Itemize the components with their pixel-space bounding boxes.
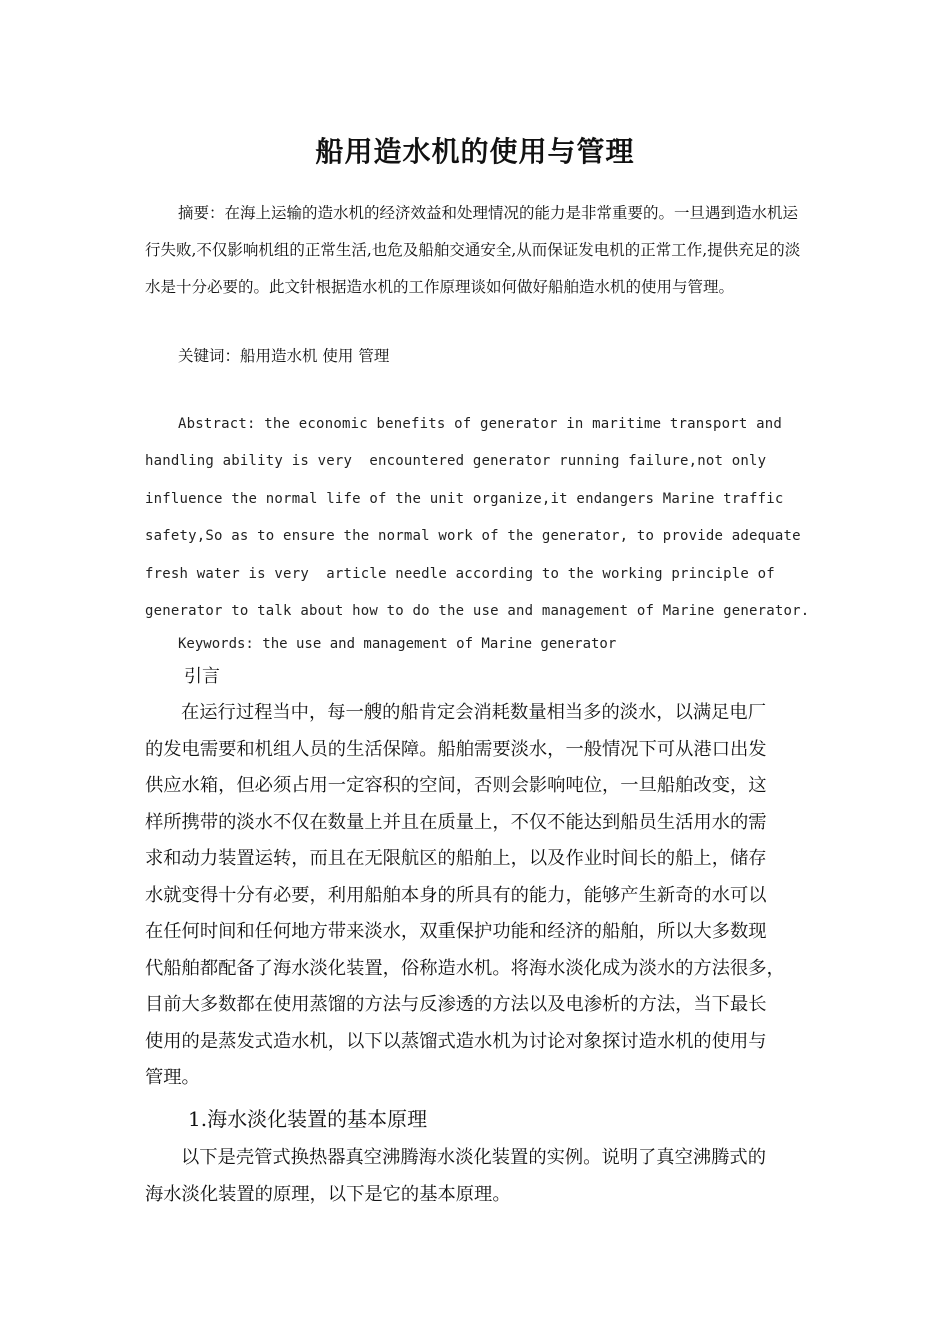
abstract-chinese: 摘要：在海上运输的造水机的经济效益和处理情况的能力是非常重要的。一旦遇到造水机运行失败,不仅影响机组的正常生活,也危及船舶交通安全,从而保证发电机的正常工作,提供充足的淡水是十分必要的。此文针根据造水机的工作原理谈如何做好船舶造水机的使用与管理。 <box>145 204 801 296</box>
paragraph-line: 目前大多数都在使用蒸馏的方法与反渗透的方法以及电渗析的方法，当下最长 <box>145 994 767 1015</box>
paragraph-line: 海水淡化装置的原理，以下是它的基本原理。 <box>145 1183 511 1205</box>
paragraph-line: 样所携带的淡水不仅在数量上并且在质量上，不仅不能达到船员生活用水的需 <box>145 811 767 833</box>
keywords-english: Keywords: the use and management of Marine generator <box>178 636 617 652</box>
abstract-english-line: safety,So as to ensure the normal work of the generator, to provide adequate <box>145 528 801 545</box>
paragraph-line: 使用的是蒸发式造水机，以下以蒸馏式造水机为讨论对象探讨造水机的使用与 <box>145 1030 767 1052</box>
section1-paragraph <box>145 1140 805 1213</box>
abstract-english-line: influence the normal life of the unit organize,it endangers Marine traffic <box>145 490 784 507</box>
section-heading-intro: 引言 <box>184 666 220 687</box>
paragraph-line: 代船舶都配备了海水淡化装置，俗称造水机。将海水淡化成为淡水的方法很多， <box>145 957 785 979</box>
paragraph-line: 供应水箱，但必须占用一定容积的空间，否则会影响吨位，一旦船舶改变，这 <box>145 775 767 796</box>
abstract-english-line: fresh water is very article needle according to the working principle of <box>145 565 775 582</box>
page-title: 船用造水机的使用与管理 <box>315 135 635 168</box>
intro-paragraph <box>145 695 805 1097</box>
paragraph-line: 的发电需要和机组人员的生活保障。船舶需要淡水，一般情况下可从港口出发 <box>145 738 767 760</box>
abstract-english <box>145 406 810 630</box>
paragraph-line: 在运行过程当中，每一艘的船肯定会消耗数量相当多的淡水，以满足电厂 <box>181 702 766 723</box>
abstract-english-line: generator to talk about how to do the use and management of Marine generator. <box>145 603 810 620</box>
keywords-chinese: 关键词：船用造水机 使用 管理 <box>178 347 390 365</box>
paragraph-line: 以下是壳管式换热器真空沸腾海水淡化装置的实例。说明了真空沸腾式的 <box>181 1147 766 1168</box>
section-heading-1: 1.海水淡化装置的基本原理 <box>188 1107 428 1131</box>
paragraph-line: 求和动力装置运转，而且在无限航区的船舶上，以及作业时间长的船上，储存 <box>145 848 767 869</box>
paragraph-line: 水就变得十分有必要，利用船舶本身的所具有的能力，能够产生新奇的水可以 <box>145 884 767 906</box>
paragraph-line: 管理。 <box>145 1067 200 1088</box>
abstract-english-line: Abstract: the economic benefits of generator in maritime transport and <box>178 416 783 432</box>
paragraph-line: 在任何时间和任何地方带来淡水，双重保护功能和经济的船舶，所以大多数现 <box>145 921 767 942</box>
abstract-english-line: handling ability is very encountered generator running failure,not only <box>145 453 767 470</box>
